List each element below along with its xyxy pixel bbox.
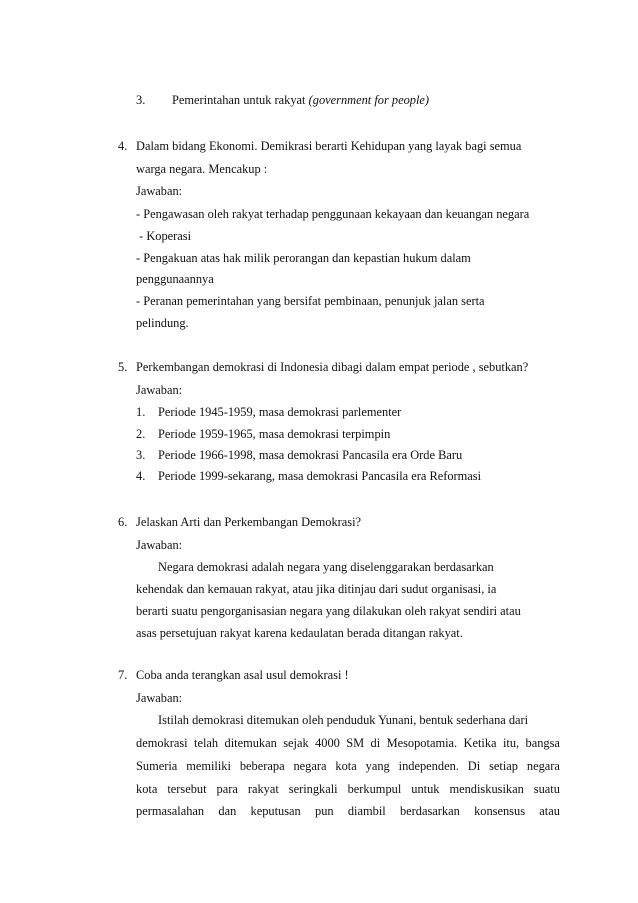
answer-label: Jawaban: <box>136 383 183 397</box>
list-number: 4. <box>136 469 146 483</box>
list-item: Periode 1966-1998, masa demokrasi Pancasila era Orde Baru <box>158 448 463 462</box>
answer-line: - Koperasi <box>136 229 192 243</box>
list-number: 1. <box>136 405 146 419</box>
answer-label: Jawaban: <box>136 691 183 705</box>
answer-line: Negara demokrasi adalah negara yang diselenggarakan berdasarkan <box>158 560 494 574</box>
question-text: warga negara. Mencakup : <box>136 162 268 176</box>
answer-label: Jawaban: <box>136 184 183 198</box>
item-text-italic: (government for people) <box>308 93 430 107</box>
question-number: 6. <box>118 515 128 529</box>
list-number: 2. <box>136 427 146 441</box>
item-text <box>172 92 429 108</box>
answer-line: Sumeria memiliki beberapa negara kota yang independen. Di setiap negara <box>136 759 560 773</box>
list-number: 3. <box>136 448 146 462</box>
list-item: Periode 1999-sekarang, masa demokrasi Pancasila era Reformasi <box>158 469 482 483</box>
question-number: 4. <box>118 139 128 153</box>
answer-line: - Peranan pemerintahan yang bersifat pembinaan, penunjuk jalan serta <box>136 294 485 308</box>
answer-label: Jawaban: <box>136 538 183 552</box>
answer-line: demokrasi telah ditemukan sejak 4000 SM di Mesopotamia. Ketika itu, bangsa <box>136 736 560 750</box>
question-text: Coba anda terangkan asal usul demokrasi ! <box>136 668 349 682</box>
question-number: 5. <box>118 360 128 374</box>
answer-line: kota tersebut para rakyat seringkali berkumpul untuk mendiskusikan suatu <box>136 782 560 796</box>
list-item: Periode 1945-1959, masa demokrasi parlementer <box>158 405 402 419</box>
answer-line: berarti suatu pengorganisasian negara yang dilakukan oleh rakyat sendiri atau <box>136 604 521 618</box>
list-item: Periode 1959-1965, masa demokrasi terpimpin <box>158 427 391 441</box>
question-number: 7. <box>118 668 128 682</box>
item-text-plain: Pemerintahan untuk rakyat <box>172 93 306 107</box>
answer-line: - Pengakuan atas hak milik perorangan dan kepastian hukum dalam <box>136 251 471 265</box>
question-text: Jelaskan Arti dan Perkembangan Demokrasi? <box>136 515 362 529</box>
answer-line: Istilah demokrasi ditemukan oleh penduduk Yunani, bentuk sederhana dari <box>158 713 529 727</box>
answer-line: - Pengawasan oleh rakyat terhadap penggunaan kekayaan dan keuangan negara <box>136 207 530 221</box>
answer-line: permasalahan dan keputusan pun diambil berdasarkan konsensus atau <box>136 804 560 818</box>
answer-line: kehendak dan kemauan rakyat, atau jika ditinjau dari sudut organisasi, ia <box>136 582 497 596</box>
item-number: 3. <box>136 93 146 107</box>
question-text: Dalam bidang Ekonomi. Demikrasi berarti Kehidupan yang layak bagi semua <box>136 139 522 153</box>
answer-line: penggunaannya <box>136 272 214 286</box>
answer-line: pelindung. <box>136 316 189 330</box>
answer-line: asas persetujuan rakyat karena kedaulatan berada ditangan rakyat. <box>136 626 463 640</box>
question-text: Perkembangan demokrasi di Indonesia dibagi dalam empat periode , sebutkan? <box>136 360 529 374</box>
